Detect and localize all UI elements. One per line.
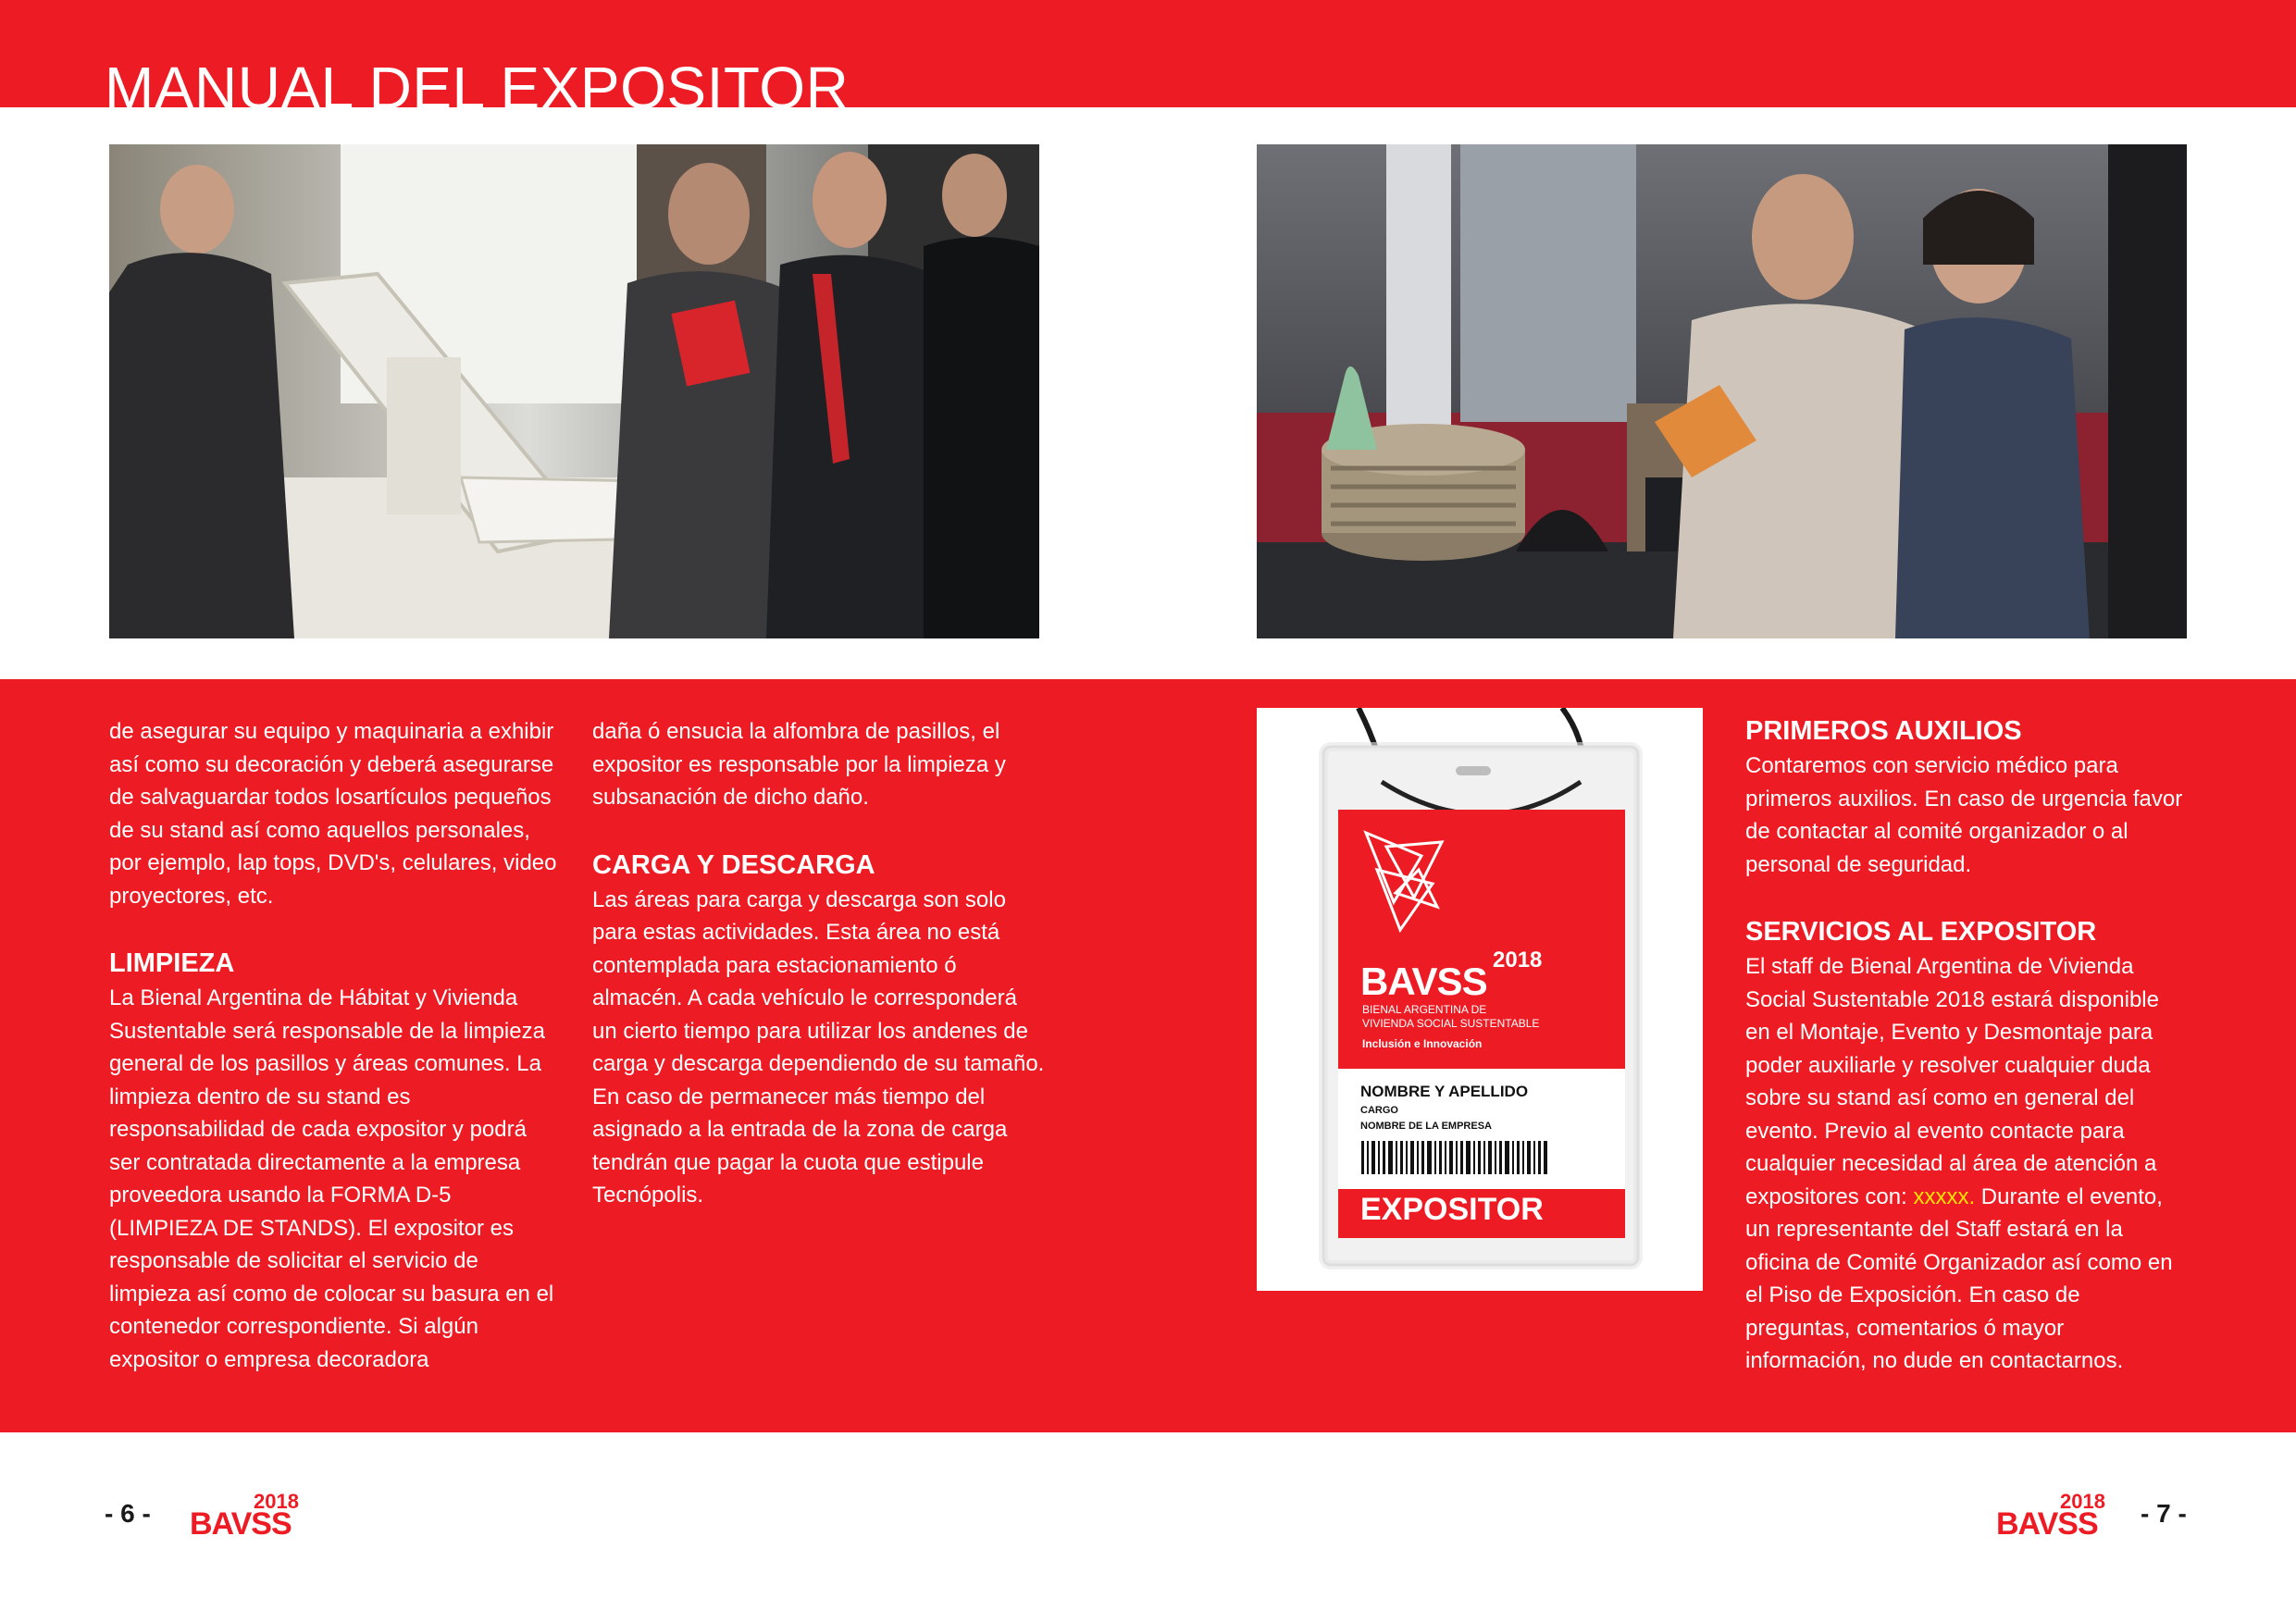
badge-org-line2: VIVIENDA SOCIAL SUSTENTABLE	[1362, 1017, 1540, 1030]
servicios-text-b: Durante el evento, un representante del Staff estará en la oficina de Comité Organizador así como en el Piso de Exposición. En caso de preguntas, comentarios ó mayor información, no dude en contactarnos.	[1745, 1183, 2173, 1373]
footer-logo-name: BAVSS	[190, 1506, 292, 1542]
limpieza-continuation-text: daña ó ensucia la alfombra de pasillos, el expositor es responsable por la limpieza y subsanación de dicho daño.	[592, 719, 1006, 810]
photo-exhibitors-flooring	[109, 144, 1039, 638]
badge-name-label: NOMBRE Y APELLIDO	[1360, 1083, 1529, 1100]
badge-brand: BAVSS	[1360, 960, 1487, 1003]
badge-year: 2018	[1493, 948, 1543, 973]
limpieza-heading: LIMPIEZA	[109, 948, 235, 978]
footer-logo-year: 2018	[254, 1490, 299, 1513]
primeros-auxilios-heading: PRIMEROS AUXILIOS	[1745, 716, 2022, 746]
footer-logo-name: BAVSS	[1996, 1506, 2098, 1542]
servicios-heading: SERVICIOS AL EXPOSITOR	[1745, 917, 2097, 947]
column-middle	[592, 715, 1046, 1212]
primeros-auxilios-text: Contaremos con servicio médico para primeros auxilios. En caso de urgencia favor de contactar al comité organizador o al personal de seguridad.	[1745, 753, 2183, 877]
limpieza-text: La Bienal Argentina de Hábitat y Vivienda Sustentable será responsable de la limpieza general de los pasillos y áreas comunes. La limpieza dentro de su stand es responsabilidad de cada expositor y podrá ser contratada directamente a la empresa proveedora usando la FORMA D-5 (LIMPIEZA DE STANDS). El expositor es responsable de solicitar el servicio de limpieza así como de colocar su basura en el contenedor correspondiente. Si algún expositor o empresa decoradora	[109, 985, 554, 1372]
contact-placeholder: xxxxx.	[1913, 1183, 1976, 1209]
carga-text: Las áreas para carga y descarga son solo para estas actividades. Esta área no está contemplada para estacionamiento ó almacén. A cada vehículo le corresponderá un cierto tiempo para utilizar los andenes de carga y descarga dependiendo de su tamaño. En caso de permanecer más tiempo del asignado a la entrada de la zona de carga tendrán que pagar la cuota que estipule Tecnópolis.	[592, 886, 1045, 1208]
badge-role-label: CARGO	[1360, 1105, 1398, 1116]
exhibitor-badge-illustration	[1257, 708, 1703, 1291]
badge-org-line1: BIENAL ARGENTINA DE	[1362, 1003, 1487, 1016]
column-right	[1745, 712, 2190, 1378]
carga-heading: CARGA Y DESCARGA	[592, 849, 875, 880]
footer-logo-right	[1996, 1492, 2107, 1540]
servicios-text-a: El staff de Bienal Argentina de Vivienda Social Sustentable 2018 estará disponible en el Montaje, Evento y Desmontaje para poder auxiliarle y resolver cualquier duda sobre su stand así como en general del evento. Previo al evento contacte para cualquier necesidad al área de atención a expositores con:	[1745, 954, 2159, 1209]
footer-logo-left	[190, 1492, 301, 1540]
page-number-right: - 7 -	[2141, 1499, 2187, 1528]
photo-visitors-3d-print	[1257, 144, 2187, 638]
page-number-left: - 6 -	[105, 1499, 151, 1528]
badge-type-label: EXPOSITOR	[1360, 1192, 1544, 1227]
column-left	[109, 715, 563, 1376]
page-title: MANUAL DEL EXPOSITOR	[105, 55, 850, 121]
footer-logo-year: 2018	[2060, 1490, 2105, 1513]
badge-tagline: Inclusión e Innovación	[1362, 1037, 1483, 1050]
servicios-text	[1745, 950, 2190, 1378]
security-continuation-text: de asegurar su equipo y maquinaria a exhibir así como su decoración y deberá asegurarse de salvaguardar todos losartículos pequeños de su stand así como aquellos personales, por ejemplo, lap tops, DVD's, celulares, video proyectores, etc.	[109, 719, 557, 909]
badge-company-label: NOMBRE DE LA EMPRESA	[1360, 1121, 1492, 1132]
